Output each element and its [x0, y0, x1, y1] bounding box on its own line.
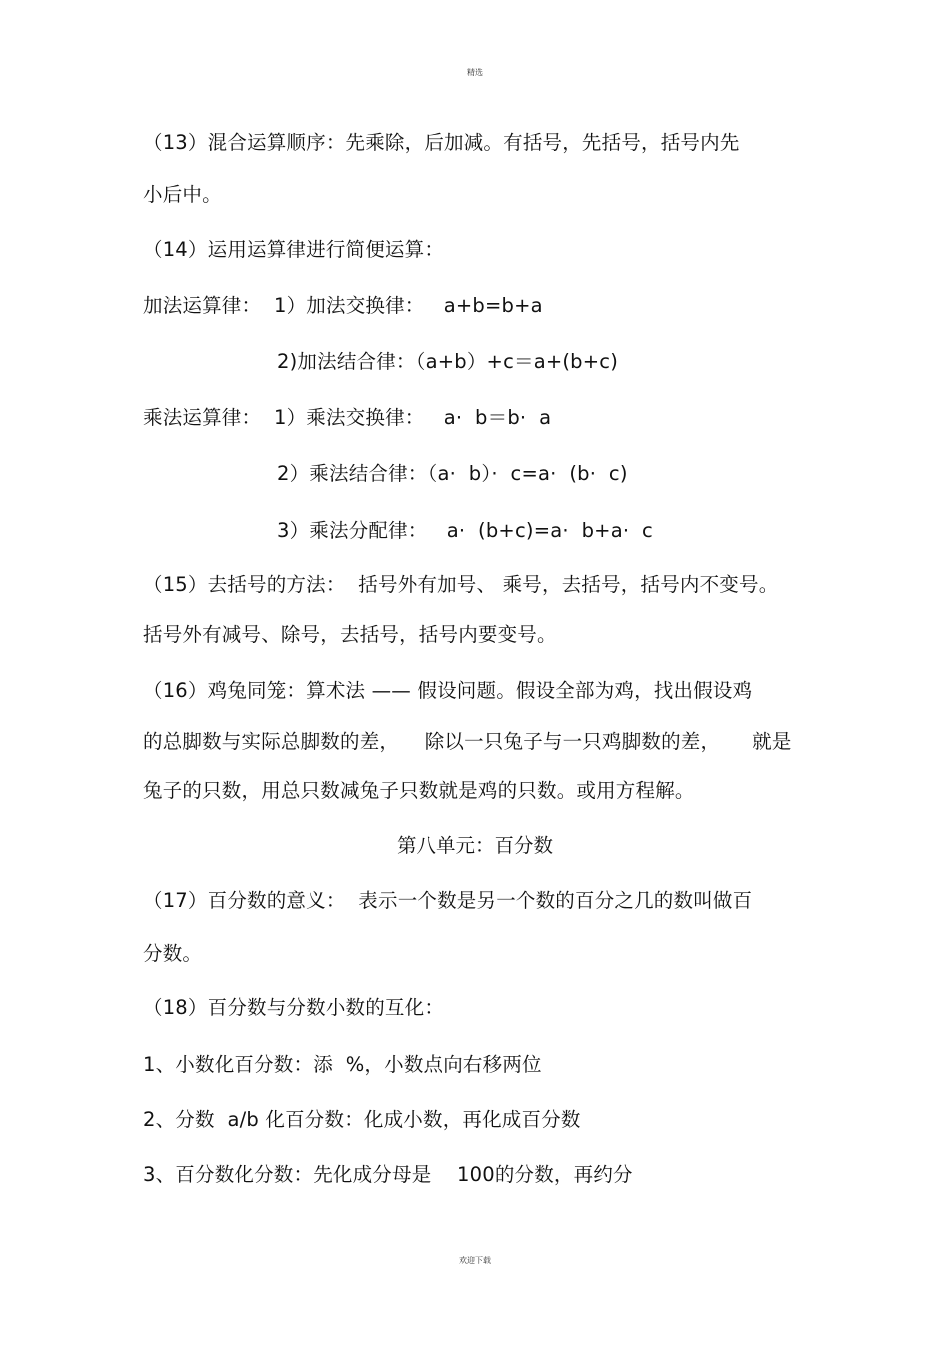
multiplication-law-2: 2）乘法结合律：（a· b）· c=a· (b· c) [277, 462, 628, 485]
item-17-line-2: 分数。 [143, 942, 203, 965]
item-15-line-2: 括号外有减号、除号，去括号，括号内要变号。 [143, 623, 557, 646]
addition-law-2: 2)加法结合律：（a+b）+c＝a+(b+c) [277, 350, 619, 373]
page-footer: 欢迎下载 [459, 1256, 491, 1265]
multiplication-law-3: 3）乘法分配律： a· (b+c)=a· b+a· c [277, 519, 653, 542]
conversion-1: 1、小数化百分数：添 %，小数点向右移两位 [143, 1053, 542, 1076]
item-13-line-2: 小后中。 [143, 183, 222, 206]
item-18: （18）百分数与分数小数的互化： [143, 996, 445, 1019]
item-16-line-3: 兔子的只数，用总只数减兔子只数就是鸡的只数。或用方程解。 [143, 779, 695, 802]
conversion-2: 2、分数 a/b 化百分数：化成小数，再化成百分数 [143, 1108, 581, 1131]
item-13-line-1: （13）混合运算顺序：先乘除，后加减。有括号，先括号，括号内先 [143, 131, 740, 154]
item-17-line-1: （17）百分数的意义： 表示一个数是另一个数的百分之几的数叫做百 [143, 889, 753, 912]
item-15-line-1: （15）去括号的方法： 括号外有加号、 乘号，去括号，括号内不变号。 [143, 573, 779, 596]
page-header: 精选 [467, 68, 483, 77]
item-16-line-1: （16）鸡兔同笼：算术法 —— 假设问题。假设全部为鸡，找出假设鸡 [143, 679, 753, 702]
addition-law-1: 加法运算律： 1）加法交换律： a+b=b+a [143, 294, 543, 317]
unit-heading: 第八单元：百分数 [396, 834, 553, 857]
item-16-line-2: 的总脚数与实际总脚数的差， 除以一只兔子与一只鸡脚数的差， 就是 [143, 730, 792, 753]
conversion-3: 3、百分数化分数：先化成分母是 100的分数，再约分 [143, 1163, 633, 1186]
item-14: （14）运用运算律进行简便运算： [143, 238, 445, 261]
multiplication-law-1: 乘法运算律： 1）乘法交换律： a· b＝b· a [143, 406, 552, 429]
